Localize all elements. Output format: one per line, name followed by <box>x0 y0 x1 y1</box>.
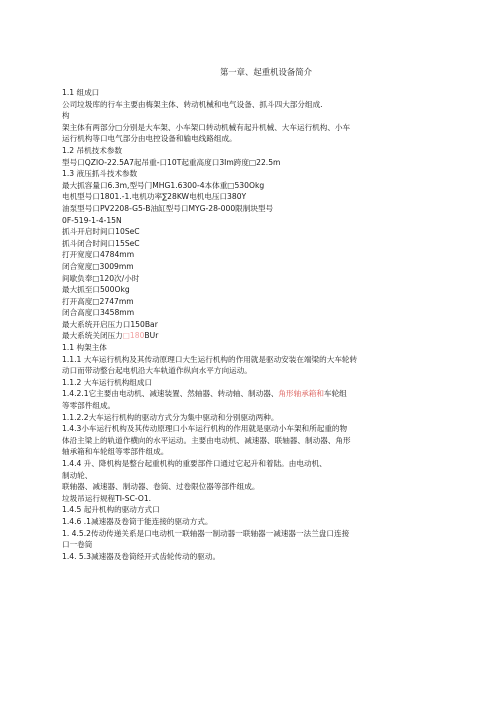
parameter-line: 打开宽度口4784mm <box>62 250 135 260</box>
section-heading: 1.4.5 起升机构的驱动方式口 <box>62 505 160 515</box>
paragraph-line: 1.1.1 大车运行机构及其传动原理口大生运行机构的作用就是驱动安装在端梁的大车轮转 <box>62 354 358 364</box>
paragraph-line: 架主体有两部分□分别是大车架、小车架口转动机械有起升机械、大车运行机构、小车 <box>62 122 351 132</box>
chapter-title: 第一章、起重机设备简介 <box>219 67 313 77</box>
section-heading: 1.1 构架主体 <box>62 343 107 353</box>
paragraph-line: 联轴器、减速器、制动器、卷筒、过卷限位器等部件组成。 <box>62 482 260 492</box>
paragraph-line: 型号口QZlO-22.5A7起吊重-口10T起重高度口3Im跨度□22.5m <box>62 157 281 167</box>
paragraph-line: 1.1.2.2大车运行机构的驱动方式分为集中驱动和分别驱动两种。 <box>62 412 279 422</box>
paragraph-line: 等零部件组成。 <box>62 401 116 411</box>
section-heading: 1.2 吊机技术参数 <box>62 145 123 155</box>
parameter-line: 打开高度□2747mm <box>62 296 134 306</box>
highlighted-text: 角形轴承箱和 <box>278 389 324 399</box>
paragraph-line: 体沿主梁上的轨道作横向的水平运动。主要由电动机、减速器、联轴器、制动器、角形 <box>62 435 351 445</box>
paragraph-line <box>62 388 470 400</box>
parameter-unit: BUr <box>144 331 159 341</box>
parameter-line: 最大抓容量口6.3m,型号门MHG1.6300-4本体重□530Okg <box>62 180 265 190</box>
parameter-line: 油泵型号口PV2208-G5-B油缸型号口MYG-28-000限制块型号 <box>62 203 274 213</box>
paragraph-line: 1.4.6 .1减速器及卷筒于能连接的驱动方式。 <box>62 516 213 526</box>
parameter-line: 最大系统开启压力口150Bar <box>62 319 158 329</box>
text-segment: 1.4.2.1它主要由电动机、减速装置、然轴器、转动轴、制动器、 <box>62 389 279 399</box>
paragraph-line: 口一卷筒 <box>62 540 93 550</box>
paragraph-line: 制动轮、 <box>62 470 93 480</box>
parameter-label: 最大系统关闭压力 <box>62 331 123 341</box>
paragraph-line: 构 <box>62 111 70 121</box>
parameter-line: 抓斗闭合时间口15SeC <box>62 238 140 248</box>
parameter-line: 抓斗开启时间口10SeC <box>62 227 140 237</box>
text-segment: 车轮组 <box>323 389 347 399</box>
paragraph-line: 运行机构等口电气部分由电控设备和输电线路组成。 <box>62 134 237 144</box>
section-heading: 1.1.2 大车运行机构组成口 <box>62 377 153 387</box>
parameter-line: 闭合宽度□3009mm <box>62 261 134 271</box>
parameter-line <box>62 330 470 342</box>
section-heading: 1.3 液压抓斗技术参数 <box>62 169 138 179</box>
paragraph-line: 1.4.3小车运行机构及其传动原理口小车运行机构的作用就是驱动小车架和所起重的物 <box>62 424 348 434</box>
paragraph-line: 1.4.4 升、降机构是整台起重机构的重要部件口通过它起升和着陆。由电动机、 <box>62 459 327 468</box>
paragraph-line: 轴承箱和车轮组等零部件组成。 <box>62 447 169 457</box>
parameter-value-faint: □180 <box>122 331 145 341</box>
section-heading: 1.1 组成口 <box>62 88 100 97</box>
parameter-line: 间歇负奉□120次/小时 <box>62 273 140 283</box>
paragraph-line: 动口而带动整台起电机沿大车轨道作纵向水平方向运动。 <box>62 366 252 376</box>
parameter-line: 电机型号口1801.-1.电机功率∑28KW电机电压口380Y <box>62 192 247 202</box>
paragraph-line: 公司垃圾库的行车主要由梅架主体、转动机械和电气设备、抓斗四大部分组成. <box>62 99 323 109</box>
paragraph-line: 1. 4.5.2传动传递关系是口电动机一联轴器一制动器一联轴器一减速器一法兰盘口连接 <box>62 528 350 538</box>
paragraph-line: 垃圾吊运行规程TI-SC-O1. <box>62 493 152 503</box>
paragraph-line: 1.4. 5.3减速器及卷筒经开式齿轮传动的驱动。 <box>62 551 221 561</box>
parameter-line: 闭合高度口3458mm <box>62 308 135 318</box>
parameter-line: 最大抓至口500Okg <box>62 285 130 295</box>
parameter-line: 0F-519-1-4-15N <box>62 215 122 225</box>
